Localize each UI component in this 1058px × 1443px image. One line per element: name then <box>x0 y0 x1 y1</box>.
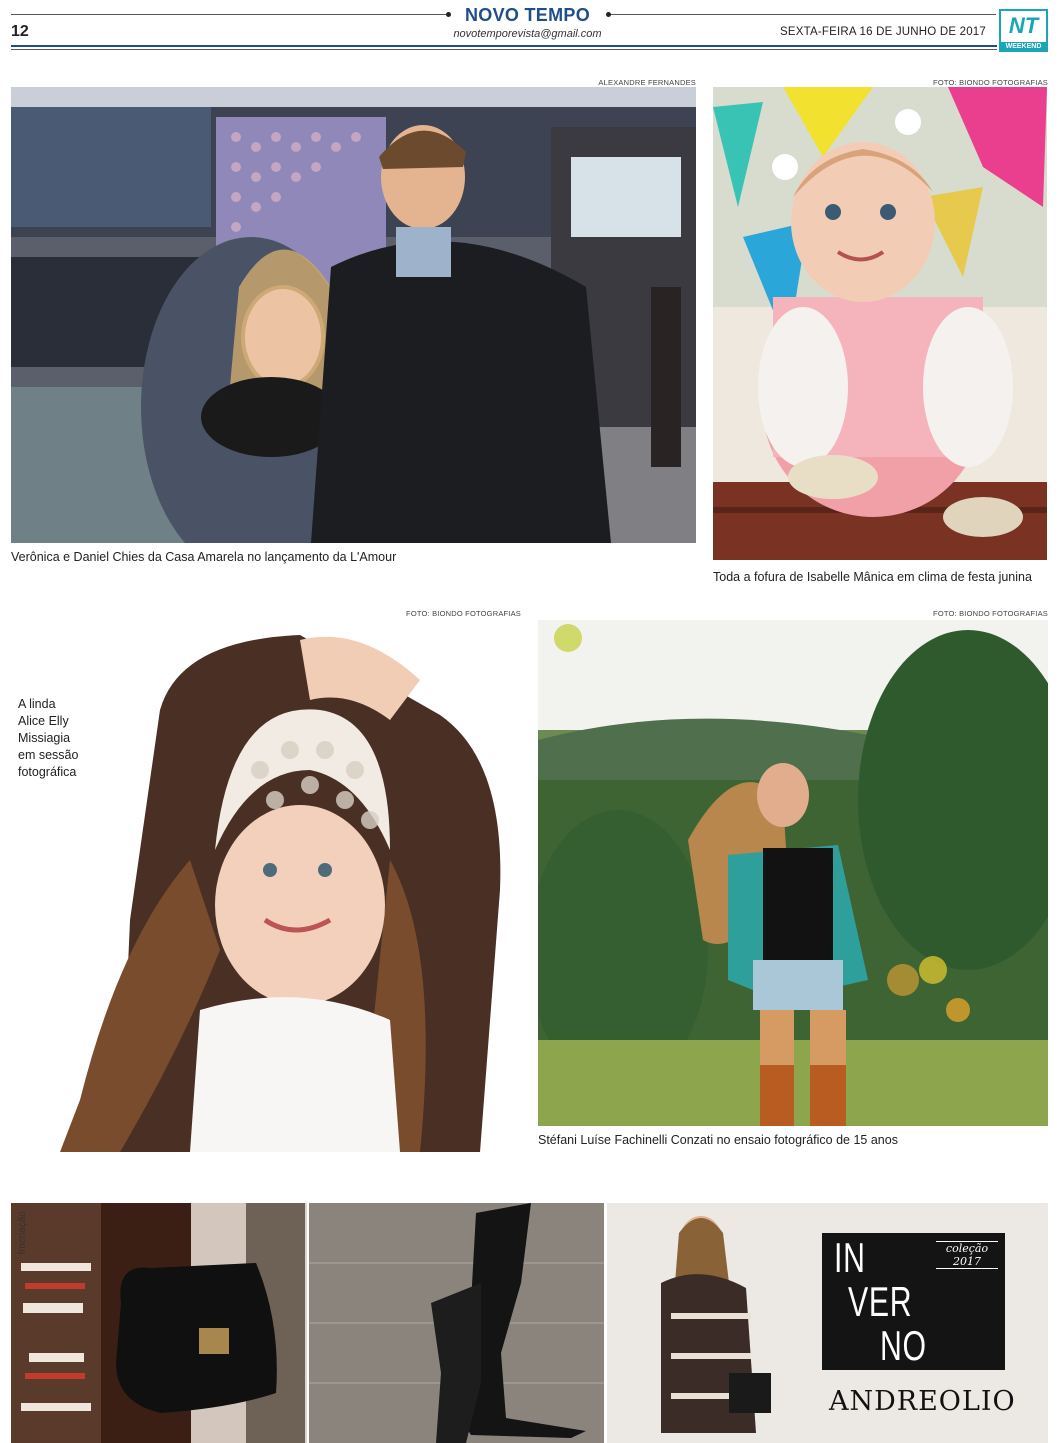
photo-baby <box>713 87 1047 560</box>
nt-weekend-logo <box>999 9 1048 52</box>
header-rule-left <box>11 14 447 15</box>
caption-couple: Verônica e Daniel Chies da Casa Amarela no lançamento da L'Amour <box>11 550 397 564</box>
photo-credit-3: FOTO: BIONDO FOTOGRAFIAS <box>406 609 521 618</box>
photo-girl-garden <box>538 620 1048 1126</box>
issue-date: SEXTA-FEIRA 16 DE JUNHO DE 2017 <box>779 26 986 38</box>
photo-credit-2: FOTO: BIONDO FOTOGRAFIAS <box>933 78 1048 87</box>
logo-subtitle: WEEKEND <box>999 42 1048 52</box>
caption-girl-beanie: A linda Alice Elly Missiagia em sessão fotográfica <box>18 697 79 779</box>
contact-email[interactable]: novotemporevista@gmail.com <box>453 28 602 40</box>
ad-brand-logo[interactable]: ANDREOLIO <box>829 1386 1016 1417</box>
photo-couple <box>11 87 696 543</box>
andreolio-advertisement[interactable] <box>11 1203 1048 1443</box>
header-rule-bottom <box>11 45 997 47</box>
ad-headline-line-2: VER <box>848 1278 913 1325</box>
ad-agency-credit: fmcriação <box>17 1211 28 1255</box>
header-rule-bottom-thin <box>11 49 997 50</box>
ad-collection-year: 2017 <box>953 1255 981 1268</box>
ad-headline-panel <box>822 1233 1005 1370</box>
page-number: 12 <box>11 23 29 40</box>
logo-mark: NT <box>1008 13 1039 38</box>
ad-collection-badge <box>936 1241 998 1269</box>
caption-baby: Toda a fofura de Isabelle Mânica em clima de festa junina <box>713 570 1032 584</box>
header-rule-right <box>610 14 996 15</box>
caption-girl-garden: Stéfani Luíse Fachinelli Conzati no ensaio fotográfico de 15 anos <box>538 1133 898 1147</box>
photo-credit-4: FOTO: BIONDO FOTOGRAFIAS <box>933 609 1048 618</box>
publication-title: NOVO TEMPO <box>464 5 590 25</box>
ad-headline-line-3: NO <box>880 1322 927 1369</box>
ad-collection-label: coleção <box>945 1242 989 1255</box>
photo-girl-beanie <box>60 620 520 1152</box>
photo-credit-1: ALEXANDRE FERNANDES <box>598 78 696 87</box>
ad-headline-line-1: IN <box>834 1234 866 1281</box>
